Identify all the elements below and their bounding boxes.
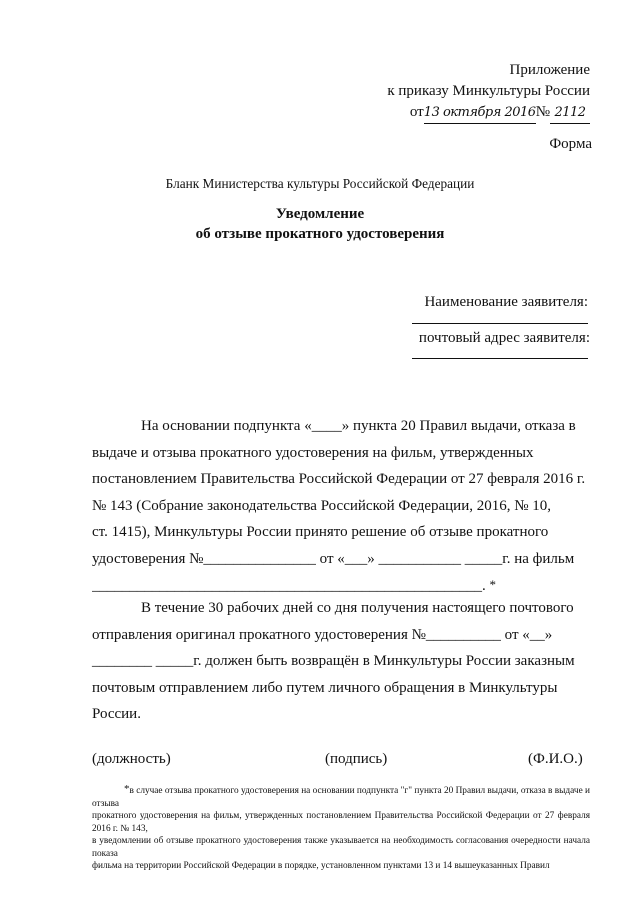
- footnote-marker: *: [124, 783, 130, 795]
- order-date-number-line: [290, 102, 590, 124]
- footnote: [92, 783, 590, 873]
- from-label: от: [409, 104, 424, 120]
- applicant-name-field: [412, 323, 588, 324]
- paragraph-1-line: ст. 1415), Минкультуры России принято решение об отзыве прокатного: [92, 524, 549, 540]
- paragraph-1-line: удостоверения №_______________ от «___» ___________ _____г. на фильм: [92, 550, 575, 567]
- paragraph-1-line: На основании подпункта «____» пункта 20 Правил выдачи, отказа в: [141, 418, 576, 434]
- title-line-1: Уведомление: [275, 206, 365, 222]
- paragraph-2-line: России.: [92, 706, 141, 722]
- form-label: Форма: [549, 136, 592, 152]
- paragraph-1-line: № 143 (Собрание законодательства Российской Федерации, 2016, № 10,: [92, 497, 552, 514]
- title-line-2: об отзыве прокатного удостоверения: [195, 226, 445, 242]
- footnote-asterisk: *: [489, 577, 496, 592]
- signature-full-name: (Ф.И.О.): [528, 751, 583, 767]
- number-label: №: [535, 104, 550, 120]
- paragraph-2-line: В течение 30 рабочих дней со дня получения настоящего почтового: [141, 600, 574, 616]
- signature-position: (должность): [92, 751, 171, 767]
- paragraph-2-line: ________ _____г. должен быть возвращён в Минкультуры России заказным: [92, 653, 575, 669]
- applicant-address-field: [412, 358, 588, 359]
- footnote-line: прокатного удостоверения на фильм, утвержденных постановлением Правительства Российской Федерации от 27 февраля 2016 г. № 143,: [92, 811, 590, 834]
- paragraph-2-line: почтовым отправлением либо путем личного обращения в Минкультуры: [92, 679, 558, 696]
- footnote-line: *в случае отзыва прокатного удостоверения на основании подпункта "г" пункта 20 Правил выдачи, отказа в выдаче и отзыва: [92, 783, 590, 809]
- letterhead: Бланк Министерства культуры Российской Федерации: [165, 176, 475, 191]
- order-date-handwritten: 13 октября 2016: [424, 103, 536, 124]
- signature-sign: (подпись): [325, 751, 388, 767]
- appendix-label: Приложение: [509, 62, 590, 78]
- applicant-name-label: Наименование заявителя:: [424, 294, 588, 310]
- film-title-blank: ____________________________________________________.: [92, 578, 486, 594]
- paragraph-1-line: постановлением Правительства Российской Федерации от 27 февраля 2016 г.: [92, 471, 586, 487]
- footnote-line: в уведомлении об отзыве прокатного удостоверения также указывается на необходимость согласования очередности начала показа: [92, 836, 590, 859]
- order-number-handwritten: 2112: [550, 103, 590, 124]
- appendix-header: [290, 60, 590, 124]
- document-title: [0, 204, 640, 244]
- paragraph-1: [92, 413, 590, 600]
- paragraph-2-line: отправления оригинал прокатного удостоверения №__________ от «__»: [92, 626, 553, 643]
- paragraph-2: [92, 595, 590, 728]
- paragraph-1-line: выдаче и отзыва прокатного удостоверения на фильм, утвержденных: [92, 444, 534, 461]
- footnote-line: фильма на территории Российской Федерации в порядке, установленном пунктами 13 и 14 вышеуказанных Правил: [92, 861, 550, 871]
- applicant-address-label: почтовый адрес заявителя:: [418, 330, 590, 346]
- order-reference: к приказу Минкультуры России: [387, 83, 590, 99]
